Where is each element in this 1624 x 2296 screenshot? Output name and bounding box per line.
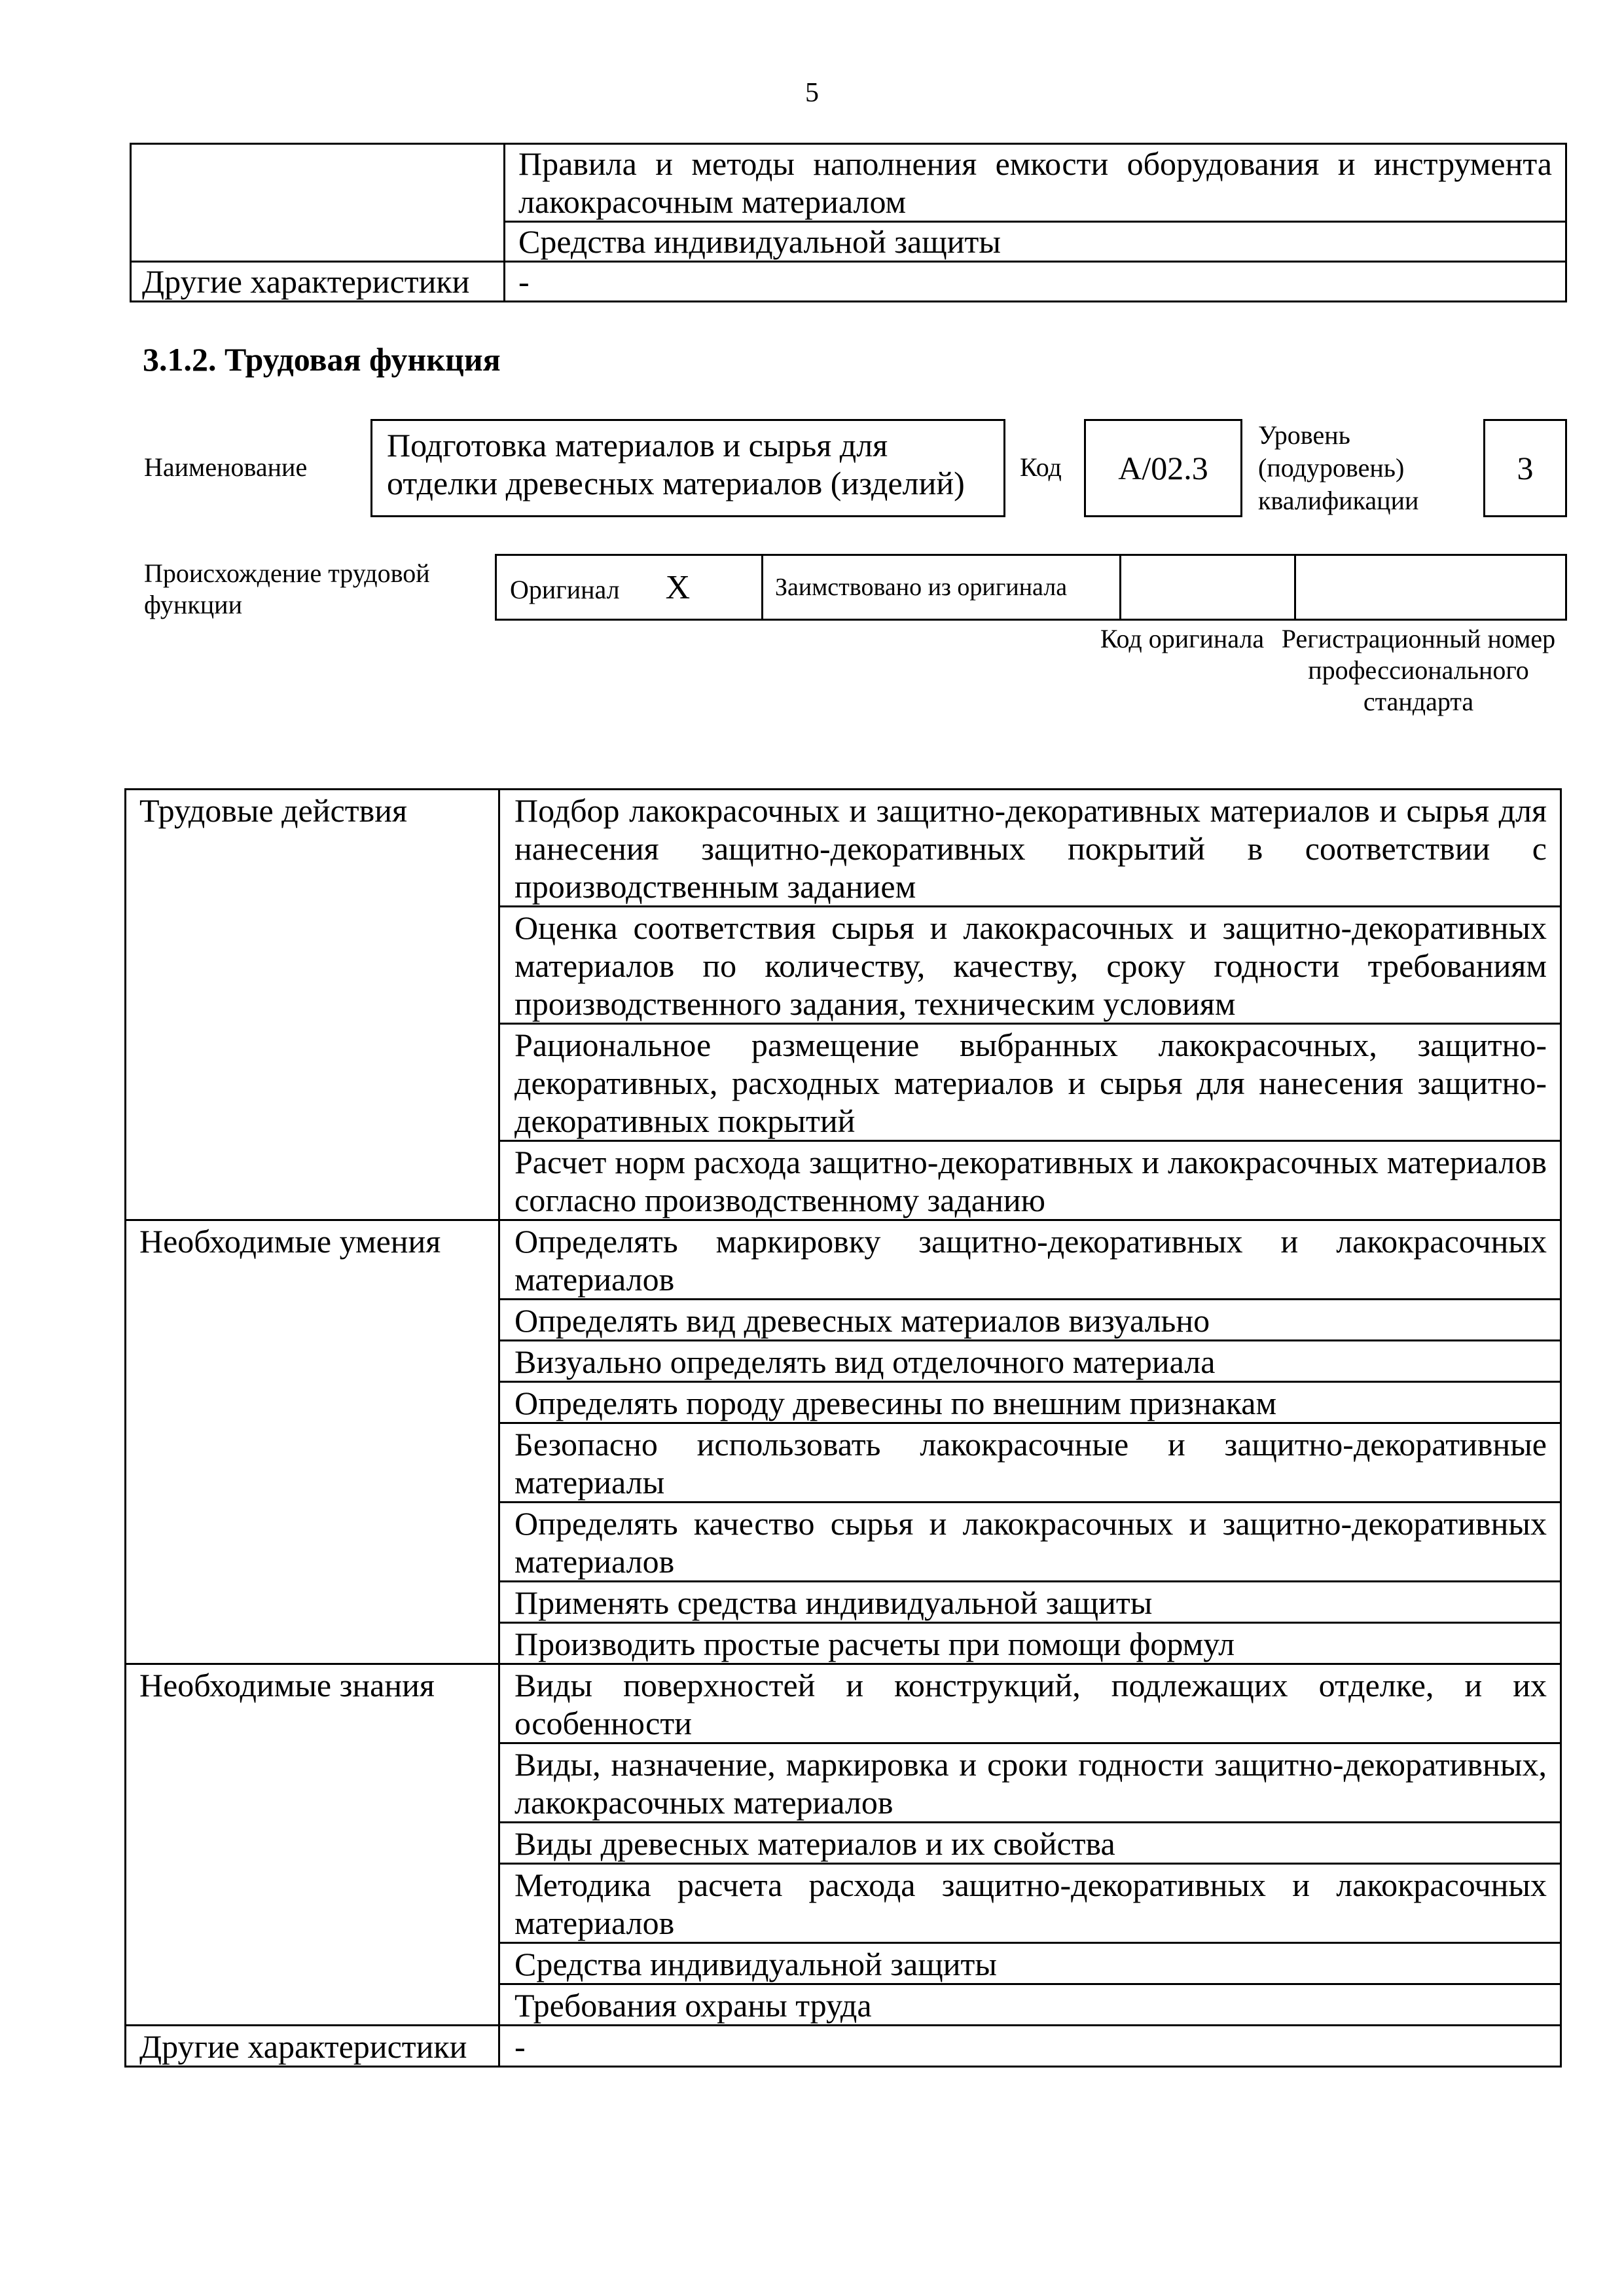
table-row — [126, 1664, 1561, 1743]
level-label-text: Уровень (подуровень) квалификации — [1258, 420, 1419, 515]
origin-original-cell — [496, 555, 763, 620]
table-row — [126, 1220, 1561, 1300]
group-label: Необходимые знания — [126, 1664, 499, 2026]
section-heading: 3.1.2. Трудовая функция — [143, 341, 501, 378]
origin-mark: X — [665, 568, 691, 606]
table-cell: Визуально определять вид отделочного материала — [499, 1341, 1561, 1382]
group-label: Необходимые умения — [126, 1220, 499, 1664]
table-cell: Рациональное размещение выбранных лакокрасочных, защитно-декоративных, расходных материалов и сырья для нанесения защитно-декоративных покрытий — [499, 1024, 1561, 1141]
table-cell: - — [499, 2026, 1561, 2067]
table-cell: Виды, назначение, маркировка и сроки годности защитно-декоративных, лакокрасочных материалов — [499, 1743, 1561, 1823]
table-cell: Определять породу древесины по внешним признакам — [499, 1382, 1561, 1423]
table-cell: Требования охраны труда — [499, 1984, 1561, 2026]
level-value: 3 — [1483, 419, 1567, 517]
origin-original-label: Оригинал — [510, 574, 620, 604]
table-row — [131, 144, 1566, 222]
table-cell: Средства индивидуальной защиты — [499, 1943, 1561, 1984]
origin-table — [495, 554, 1567, 621]
group-label: Трудовые действия — [126, 790, 499, 1220]
table-row — [131, 262, 1566, 302]
group-label: Другие характеристики — [126, 2026, 499, 2067]
row-value: - — [505, 262, 1566, 302]
table-cell: Производить простые расчеты при помощи формул — [499, 1623, 1561, 1664]
top-table — [130, 143, 1567, 302]
table-cell: Применять средства индивидуальной защиты — [499, 1582, 1561, 1623]
table-cell: Определять качество сырья и лакокрасочных и защитно-декоративных материалов — [499, 1503, 1561, 1582]
table-cell: Методика расчета расхода защитно-декоративных и лакокрасочных материалов — [499, 1864, 1561, 1943]
table-row — [496, 555, 1566, 620]
origin-borrowed-label: Заимствовано из оригинала — [763, 555, 1121, 620]
name-label: Наименование — [144, 452, 308, 482]
row-label: Другие характеристики — [131, 262, 505, 302]
table-cell: Расчет норм расхода защитно-декоративных и лакокрасочных материалов согласно производственному заданию — [499, 1141, 1561, 1220]
table-cell: Безопасно использовать лакокрасочные и защитно-декоративные материалы — [499, 1423, 1561, 1503]
origin-reg-cell — [1295, 555, 1566, 620]
main-table — [124, 788, 1562, 2068]
table-cell: Подбор лакокрасочных и защитно-декоративных материалов и сырья для нанесения защитно-декоративных покрытий в соответствии с производственным заданием — [499, 790, 1561, 907]
table-row — [126, 790, 1561, 907]
code-value: А/02.3 — [1084, 419, 1242, 517]
table-cell: Определять вид древесных материалов визуально — [499, 1300, 1561, 1341]
origin-label: Происхождение трудовой функции — [144, 558, 430, 619]
row-label — [131, 144, 505, 262]
caption-code: Код оригинала — [1100, 624, 1265, 653]
level-label — [1258, 419, 1454, 517]
row-value: Правила и методы наполнения емкости оборудования и инструмента лакокрасочным материалом — [505, 144, 1566, 222]
table-cell: Виды древесных материалов и их свойства — [499, 1823, 1561, 1864]
caption-reg: Регистрационный номер профессионального стандарта — [1281, 624, 1556, 716]
name-value: Подготовка материалов и сырья для отделки древесных материалов (изделий) — [370, 419, 1005, 517]
code-label: Код — [1020, 452, 1062, 482]
origin-code-cell — [1121, 555, 1295, 620]
page-number: 5 — [805, 78, 819, 108]
table-cell: Виды поверхностей и конструкций, подлежащих отделке, и их особенности — [499, 1664, 1561, 1743]
row-value: Средства индивидуальной защиты — [505, 222, 1566, 262]
table-row — [126, 2026, 1561, 2067]
table-cell: Оценка соответствия сырья и лакокрасочных и защитно-декоративных материалов по количеству, качеству, сроку годности требованиям производственного задания, техническим условиям — [499, 907, 1561, 1024]
table-cell: Определять маркировку защитно-декоративных и лакокрасочных материалов — [499, 1220, 1561, 1300]
